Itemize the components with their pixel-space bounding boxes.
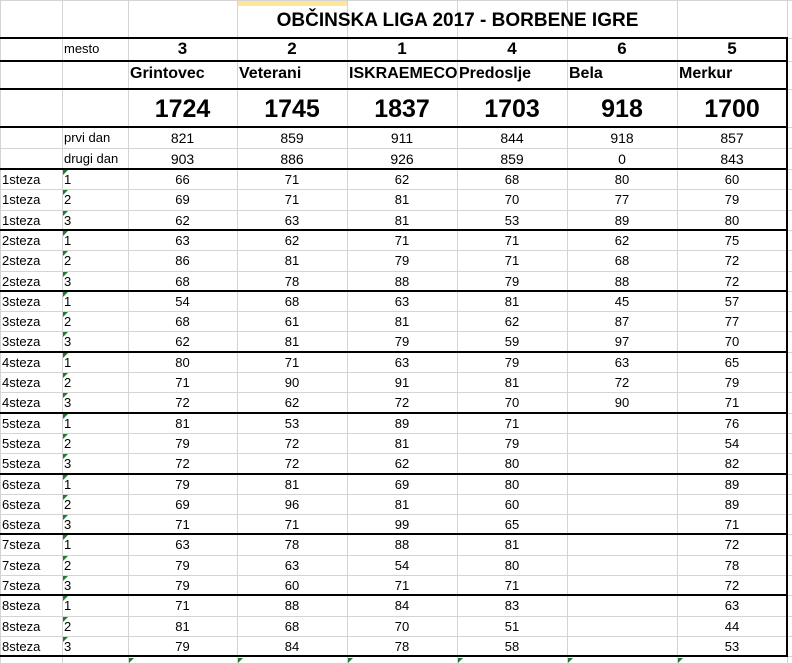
game-number[interactable]: 3 — [64, 578, 72, 593]
score-cell[interactable]: 71 — [504, 253, 520, 268]
number-as-text-indicator — [63, 231, 68, 236]
lane-label[interactable]: 3steza — [2, 334, 41, 349]
game-number[interactable]: 2 — [64, 558, 72, 573]
score-cell[interactable]: 61 — [284, 314, 300, 329]
team-rank[interactable]: 6 — [617, 39, 627, 58]
score-cell[interactable]: 71 — [504, 416, 520, 431]
score-cell[interactable]: 72 — [175, 395, 190, 410]
score-cell[interactable]: 60 — [284, 578, 300, 593]
score-cell[interactable]: 81 — [284, 477, 300, 492]
game-number[interactable]: 2 — [64, 436, 72, 451]
lane-label[interactable]: 7steza — [2, 537, 41, 552]
game-number[interactable]: 1 — [64, 537, 72, 552]
score-cell[interactable]: 68 — [504, 172, 520, 187]
team-total[interactable]: 1703 — [484, 95, 540, 123]
number-as-text-indicator — [63, 617, 68, 622]
number-as-text-indicator — [63, 393, 68, 398]
score-cell[interactable]: 71 — [504, 578, 520, 593]
game-number[interactable]: 1 — [64, 477, 72, 492]
score-cell[interactable]: 72 — [724, 537, 740, 552]
number-as-text-indicator — [63, 292, 68, 297]
score-cell[interactable]: 72 — [284, 436, 300, 451]
lane-label[interactable]: 2steza — [2, 253, 41, 268]
lane-label[interactable]: 6steza — [2, 497, 41, 512]
number-as-text-indicator — [63, 312, 68, 317]
score-cell[interactable]: 71 — [284, 355, 300, 370]
score-cell[interactable]: 81 — [394, 314, 410, 329]
score-cell[interactable]: 63 — [175, 233, 190, 248]
score-cell[interactable]: 79 — [504, 355, 520, 370]
score-cell[interactable]: 79 — [175, 639, 190, 654]
game-number[interactable]: 1 — [64, 294, 72, 309]
score-cell[interactable]: 68 — [175, 314, 190, 329]
team-total[interactable]: 1724 — [154, 95, 211, 123]
team-name[interactable]: Predoslje — [459, 65, 532, 82]
score-cell[interactable] — [567, 454, 677, 474]
lane-label[interactable]: 5steza — [2, 436, 41, 451]
score-cell[interactable]: 81 — [284, 253, 300, 268]
score-cell[interactable]: 71 — [175, 598, 190, 613]
game-number[interactable]: 3 — [64, 395, 72, 410]
number-as-text-indicator — [63, 373, 68, 378]
number-as-text-indicator — [348, 658, 353, 663]
lane-label[interactable]: 1steza — [2, 213, 41, 228]
lane-label[interactable]: 4steza — [2, 375, 41, 390]
game-number[interactable]: 2 — [64, 619, 72, 634]
lane-label[interactable]: 7steza — [2, 578, 41, 593]
score-cell[interactable]: 80 — [504, 456, 520, 471]
score-cell[interactable] — [567, 617, 677, 637]
label-drugi-dan: drugi dan — [64, 151, 119, 166]
number-as-text-indicator — [63, 353, 68, 358]
score-cell[interactable]: 54 — [394, 558, 410, 573]
lane-label[interactable]: 7steza — [2, 558, 41, 573]
score-cell[interactable]: 63 — [394, 355, 410, 370]
score-cell[interactable] — [567, 495, 677, 515]
team-name[interactable]: Grintovec — [130, 65, 205, 82]
team-rank[interactable]: 3 — [177, 39, 188, 58]
game-number[interactable]: 1 — [64, 233, 72, 248]
team-day2[interactable]: 886 — [280, 151, 304, 167]
score-cell[interactable]: 89 — [724, 497, 740, 512]
score-cell[interactable]: 72 — [394, 395, 410, 410]
team-rank[interactable]: 4 — [507, 39, 517, 58]
score-cell[interactable] — [567, 535, 677, 555]
number-as-text-indicator — [63, 637, 68, 642]
score-cell[interactable]: 45 — [614, 294, 630, 309]
score-cell[interactable]: 72 — [175, 456, 190, 471]
score-cell[interactable]: 90 — [284, 375, 300, 390]
score-cell[interactable]: 65 — [724, 355, 740, 370]
score-cell[interactable]: 79 — [394, 334, 410, 349]
score-cell[interactable]: 80 — [724, 213, 740, 228]
score-cell[interactable]: 89 — [724, 477, 740, 492]
score-cell[interactable]: 68 — [175, 274, 190, 289]
team-total[interactable]: 918 — [601, 95, 643, 123]
number-as-text-indicator — [63, 556, 68, 561]
score-cell[interactable]: 88 — [394, 274, 410, 289]
score-cell[interactable]: 79 — [724, 192, 740, 207]
game-number[interactable]: 1 — [64, 355, 72, 370]
label-mesto: mesto — [64, 41, 100, 56]
game-number[interactable]: 1 — [64, 598, 72, 613]
team-day2[interactable]: 843 — [720, 151, 744, 167]
score-cell[interactable]: 63 — [284, 558, 300, 573]
score-cell[interactable]: 69 — [175, 497, 190, 512]
lane-label[interactable]: 6steza — [2, 517, 41, 532]
score-cell[interactable]: 80 — [504, 477, 520, 492]
score-cell[interactable]: 71 — [175, 517, 190, 532]
score-cell[interactable]: 88 — [394, 537, 410, 552]
score-cell[interactable]: 70 — [724, 334, 740, 349]
score-cell[interactable]: 81 — [175, 416, 190, 431]
game-number[interactable]: 3 — [64, 334, 72, 349]
score-cell[interactable]: 78 — [284, 537, 300, 552]
team-name[interactable]: Merkur — [679, 65, 733, 82]
score-cell[interactable]: 99 — [394, 517, 410, 532]
score-cell[interactable]: 84 — [284, 639, 300, 654]
score-cell[interactable]: 72 — [284, 456, 300, 471]
game-number[interactable]: 2 — [64, 497, 72, 512]
score-cell[interactable]: 72 — [724, 274, 740, 289]
team-day1[interactable]: 859 — [280, 130, 304, 146]
score-cell[interactable]: 72 — [614, 375, 630, 390]
score-cell[interactable] — [567, 596, 677, 616]
number-as-text-indicator — [238, 658, 243, 663]
score-cell[interactable]: 70 — [504, 192, 520, 207]
team-rank[interactable]: 5 — [727, 39, 737, 58]
score-cell[interactable]: 81 — [394, 192, 410, 207]
team-day1[interactable]: 857 — [720, 130, 744, 146]
score-cell[interactable]: 60 — [724, 172, 740, 187]
score-cell[interactable]: 78 — [724, 558, 740, 573]
team-name[interactable]: Veterani — [239, 65, 302, 82]
score-cell[interactable]: 72 — [724, 578, 740, 593]
score-cell[interactable]: 78 — [284, 274, 300, 289]
score-cell[interactable]: 57 — [724, 294, 740, 309]
score-cell[interactable]: 75 — [724, 233, 740, 248]
score-cell[interactable]: 62 — [394, 456, 410, 471]
score-cell[interactable]: 77 — [614, 192, 630, 207]
score-cell[interactable]: 54 — [724, 436, 740, 451]
score-cell[interactable]: 81 — [394, 213, 410, 228]
number-as-text-indicator — [63, 190, 68, 195]
number-as-text-indicator — [63, 170, 68, 175]
lane-label[interactable]: 8steza — [2, 639, 41, 654]
game-number[interactable]: 2 — [64, 314, 72, 329]
score-cell[interactable]: 71 — [175, 375, 190, 390]
score-cell[interactable]: 71 — [724, 517, 740, 532]
score-cell[interactable]: 71 — [284, 192, 300, 207]
number-as-text-indicator — [63, 272, 68, 277]
number-as-text-indicator — [63, 414, 68, 419]
number-as-text-indicator — [63, 535, 68, 540]
score-cell[interactable]: 53 — [724, 639, 740, 654]
score-cell[interactable]: 81 — [504, 375, 520, 390]
score-cell[interactable]: 79 — [504, 274, 520, 289]
score-cell[interactable]: 91 — [394, 375, 410, 390]
score-cell[interactable]: 63 — [394, 294, 410, 309]
number-as-text-indicator — [63, 211, 68, 216]
score-cell[interactable]: 77 — [724, 314, 740, 329]
score-cell[interactable]: 89 — [614, 213, 630, 228]
number-as-text-indicator — [63, 596, 68, 601]
team-day1[interactable]: 844 — [500, 130, 524, 146]
score-cell[interactable]: 71 — [724, 395, 740, 410]
lane-label[interactable]: 4steza — [2, 395, 41, 410]
score-cell[interactable]: 72 — [724, 253, 740, 268]
score-cell[interactable]: 79 — [724, 375, 740, 390]
number-as-text-indicator — [129, 658, 134, 663]
lane-label[interactable]: 8steza — [2, 598, 41, 613]
sheet-title: OBČINSKA LIGA 2017 - BORBENE IGRE — [276, 10, 639, 31]
score-cell[interactable]: 62 — [284, 395, 300, 410]
team-rank[interactable]: 2 — [287, 39, 297, 58]
score-cell[interactable]: 68 — [284, 619, 300, 634]
lane-label[interactable]: 5steza — [2, 456, 41, 471]
score-cell[interactable]: 96 — [284, 497, 300, 512]
score-cell[interactable]: 71 — [284, 172, 300, 187]
score-cell[interactable]: 68 — [284, 294, 300, 309]
label-prvi-dan: prvi dan — [64, 130, 111, 145]
number-as-text-indicator — [63, 495, 68, 500]
game-number[interactable]: 3 — [64, 639, 72, 654]
score-cell[interactable]: 63 — [284, 213, 300, 228]
team-day2[interactable]: 859 — [500, 151, 524, 167]
score-cell[interactable]: 68 — [614, 253, 630, 268]
game-number[interactable]: 3 — [64, 517, 72, 532]
score-cell[interactable] — [567, 434, 677, 454]
score-cell[interactable]: 79 — [175, 436, 190, 451]
score-cell[interactable]: 62 — [175, 334, 190, 349]
team-day1[interactable]: 911 — [390, 130, 414, 146]
score-cell[interactable]: 79 — [175, 558, 190, 573]
score-cell[interactable]: 59 — [504, 334, 520, 349]
number-as-text-indicator — [63, 332, 68, 337]
number-as-text-indicator — [63, 515, 68, 520]
game-number[interactable]: 3 — [64, 213, 72, 228]
score-cell[interactable]: 71 — [284, 517, 300, 532]
score-cell[interactable] — [567, 515, 677, 535]
score-cell[interactable]: 81 — [394, 436, 410, 451]
score-cell[interactable]: 87 — [614, 314, 630, 329]
score-cell[interactable]: 51 — [504, 619, 520, 634]
score-cell[interactable]: 97 — [614, 334, 630, 349]
score-cell[interactable]: 80 — [504, 558, 520, 573]
lane-label[interactable]: 8steza — [2, 619, 41, 634]
score-cell[interactable]: 62 — [614, 233, 630, 248]
score-cell[interactable]: 86 — [175, 253, 190, 268]
score-cell[interactable]: 58 — [504, 639, 520, 654]
number-as-text-indicator — [63, 576, 68, 581]
team-rank[interactable]: 1 — [397, 39, 407, 58]
number-as-text-indicator — [63, 251, 68, 256]
score-cell[interactable]: 80 — [175, 355, 190, 370]
score-cell[interactable] — [567, 556, 677, 576]
lane-label[interactable]: 5steza — [2, 416, 41, 431]
score-cell[interactable]: 53 — [504, 213, 520, 228]
score-cell[interactable]: 90 — [614, 395, 630, 410]
game-number[interactable]: 3 — [64, 274, 72, 289]
team-day2[interactable]: 926 — [390, 151, 414, 167]
lane-label[interactable]: 3steza — [2, 294, 41, 309]
score-cell[interactable]: 69 — [175, 192, 190, 207]
score-cell[interactable]: 54 — [175, 294, 190, 309]
score-cell[interactable]: 79 — [175, 477, 190, 492]
score-cell[interactable]: 79 — [394, 253, 410, 268]
team-name[interactable]: Bela — [569, 65, 603, 82]
number-as-text-indicator — [678, 658, 683, 663]
score-cell[interactable]: 88 — [284, 598, 300, 613]
game-number[interactable]: 1 — [64, 416, 72, 431]
score-cell[interactable]: 84 — [394, 598, 410, 613]
lane-label[interactable]: 6steza — [2, 477, 41, 492]
score-cell[interactable]: 81 — [504, 294, 520, 309]
team-day2[interactable]: 0 — [618, 151, 626, 167]
score-cell[interactable] — [567, 576, 677, 596]
score-cell[interactable]: 81 — [394, 497, 410, 512]
team-total[interactable]: 1745 — [264, 95, 320, 123]
score-cell[interactable]: 63 — [614, 355, 630, 370]
lane-label[interactable]: 4steza — [2, 355, 41, 370]
score-cell[interactable]: 69 — [394, 477, 410, 492]
score-cell[interactable]: 88 — [614, 274, 630, 289]
team-total[interactable]: 1837 — [374, 95, 430, 123]
score-cell[interactable]: 82 — [724, 456, 740, 471]
score-cell[interactable]: 71 — [394, 233, 410, 248]
score-cell[interactable]: 63 — [724, 598, 740, 613]
score-cell[interactable]: 81 — [284, 334, 300, 349]
score-cell[interactable]: 62 — [504, 314, 520, 329]
team-name[interactable]: ISKRAEMECO — [349, 65, 457, 82]
score-cell[interactable] — [567, 637, 677, 657]
score-cell[interactable]: 71 — [504, 233, 520, 248]
score-cell[interactable]: 76 — [724, 416, 740, 431]
score-cell[interactable] — [567, 414, 677, 434]
score-cell[interactable]: 78 — [394, 639, 410, 654]
score-cell[interactable]: 62 — [394, 172, 410, 187]
lane-label[interactable]: 2steza — [2, 233, 41, 248]
game-number[interactable]: 3 — [64, 456, 72, 471]
score-cell[interactable]: 60 — [504, 497, 520, 512]
team-total[interactable]: 1700 — [704, 95, 760, 123]
score-cell[interactable]: 79 — [175, 578, 190, 593]
score-cell[interactable]: 66 — [175, 172, 190, 187]
game-number[interactable]: 2 — [64, 192, 72, 207]
score-cell[interactable]: 80 — [614, 172, 630, 187]
score-cell[interactable]: 53 — [284, 416, 300, 431]
team-day2[interactable]: 903 — [170, 151, 195, 167]
score-cell[interactable]: 83 — [504, 598, 520, 613]
lane-label[interactable]: 1steza — [2, 192, 41, 207]
score-cell[interactable]: 81 — [504, 537, 520, 552]
score-cell[interactable]: 70 — [394, 619, 410, 634]
score-cell[interactable]: 62 — [175, 213, 190, 228]
score-cell[interactable]: 62 — [284, 233, 300, 248]
score-cell[interactable]: 63 — [175, 537, 190, 552]
grid-row-line — [0, 0, 792, 1]
number-as-text-indicator — [63, 475, 68, 480]
lane-label[interactable]: 1steza — [2, 172, 41, 187]
score-cell[interactable]: 79 — [504, 436, 520, 451]
team-day1[interactable]: 821 — [170, 130, 195, 146]
score-cell[interactable]: 71 — [394, 578, 410, 593]
number-as-text-indicator — [568, 658, 573, 663]
score-cell[interactable]: 65 — [504, 517, 520, 532]
score-cell[interactable]: 89 — [394, 416, 410, 431]
number-as-text-indicator — [63, 434, 68, 439]
number-as-text-indicator — [63, 454, 68, 459]
score-cell[interactable]: 44 — [724, 619, 740, 634]
lane-label[interactable]: 3steza — [2, 314, 41, 329]
game-number[interactable]: 2 — [64, 253, 72, 268]
game-number[interactable]: 1 — [64, 172, 72, 187]
score-cell[interactable] — [567, 475, 677, 495]
score-cell[interactable]: 70 — [504, 395, 520, 410]
game-number[interactable]: 2 — [64, 375, 72, 390]
number-as-text-indicator — [458, 658, 463, 663]
score-cell[interactable]: 81 — [175, 619, 190, 634]
lane-label[interactable]: 2steza — [2, 274, 41, 289]
team-day1[interactable]: 918 — [610, 130, 634, 146]
